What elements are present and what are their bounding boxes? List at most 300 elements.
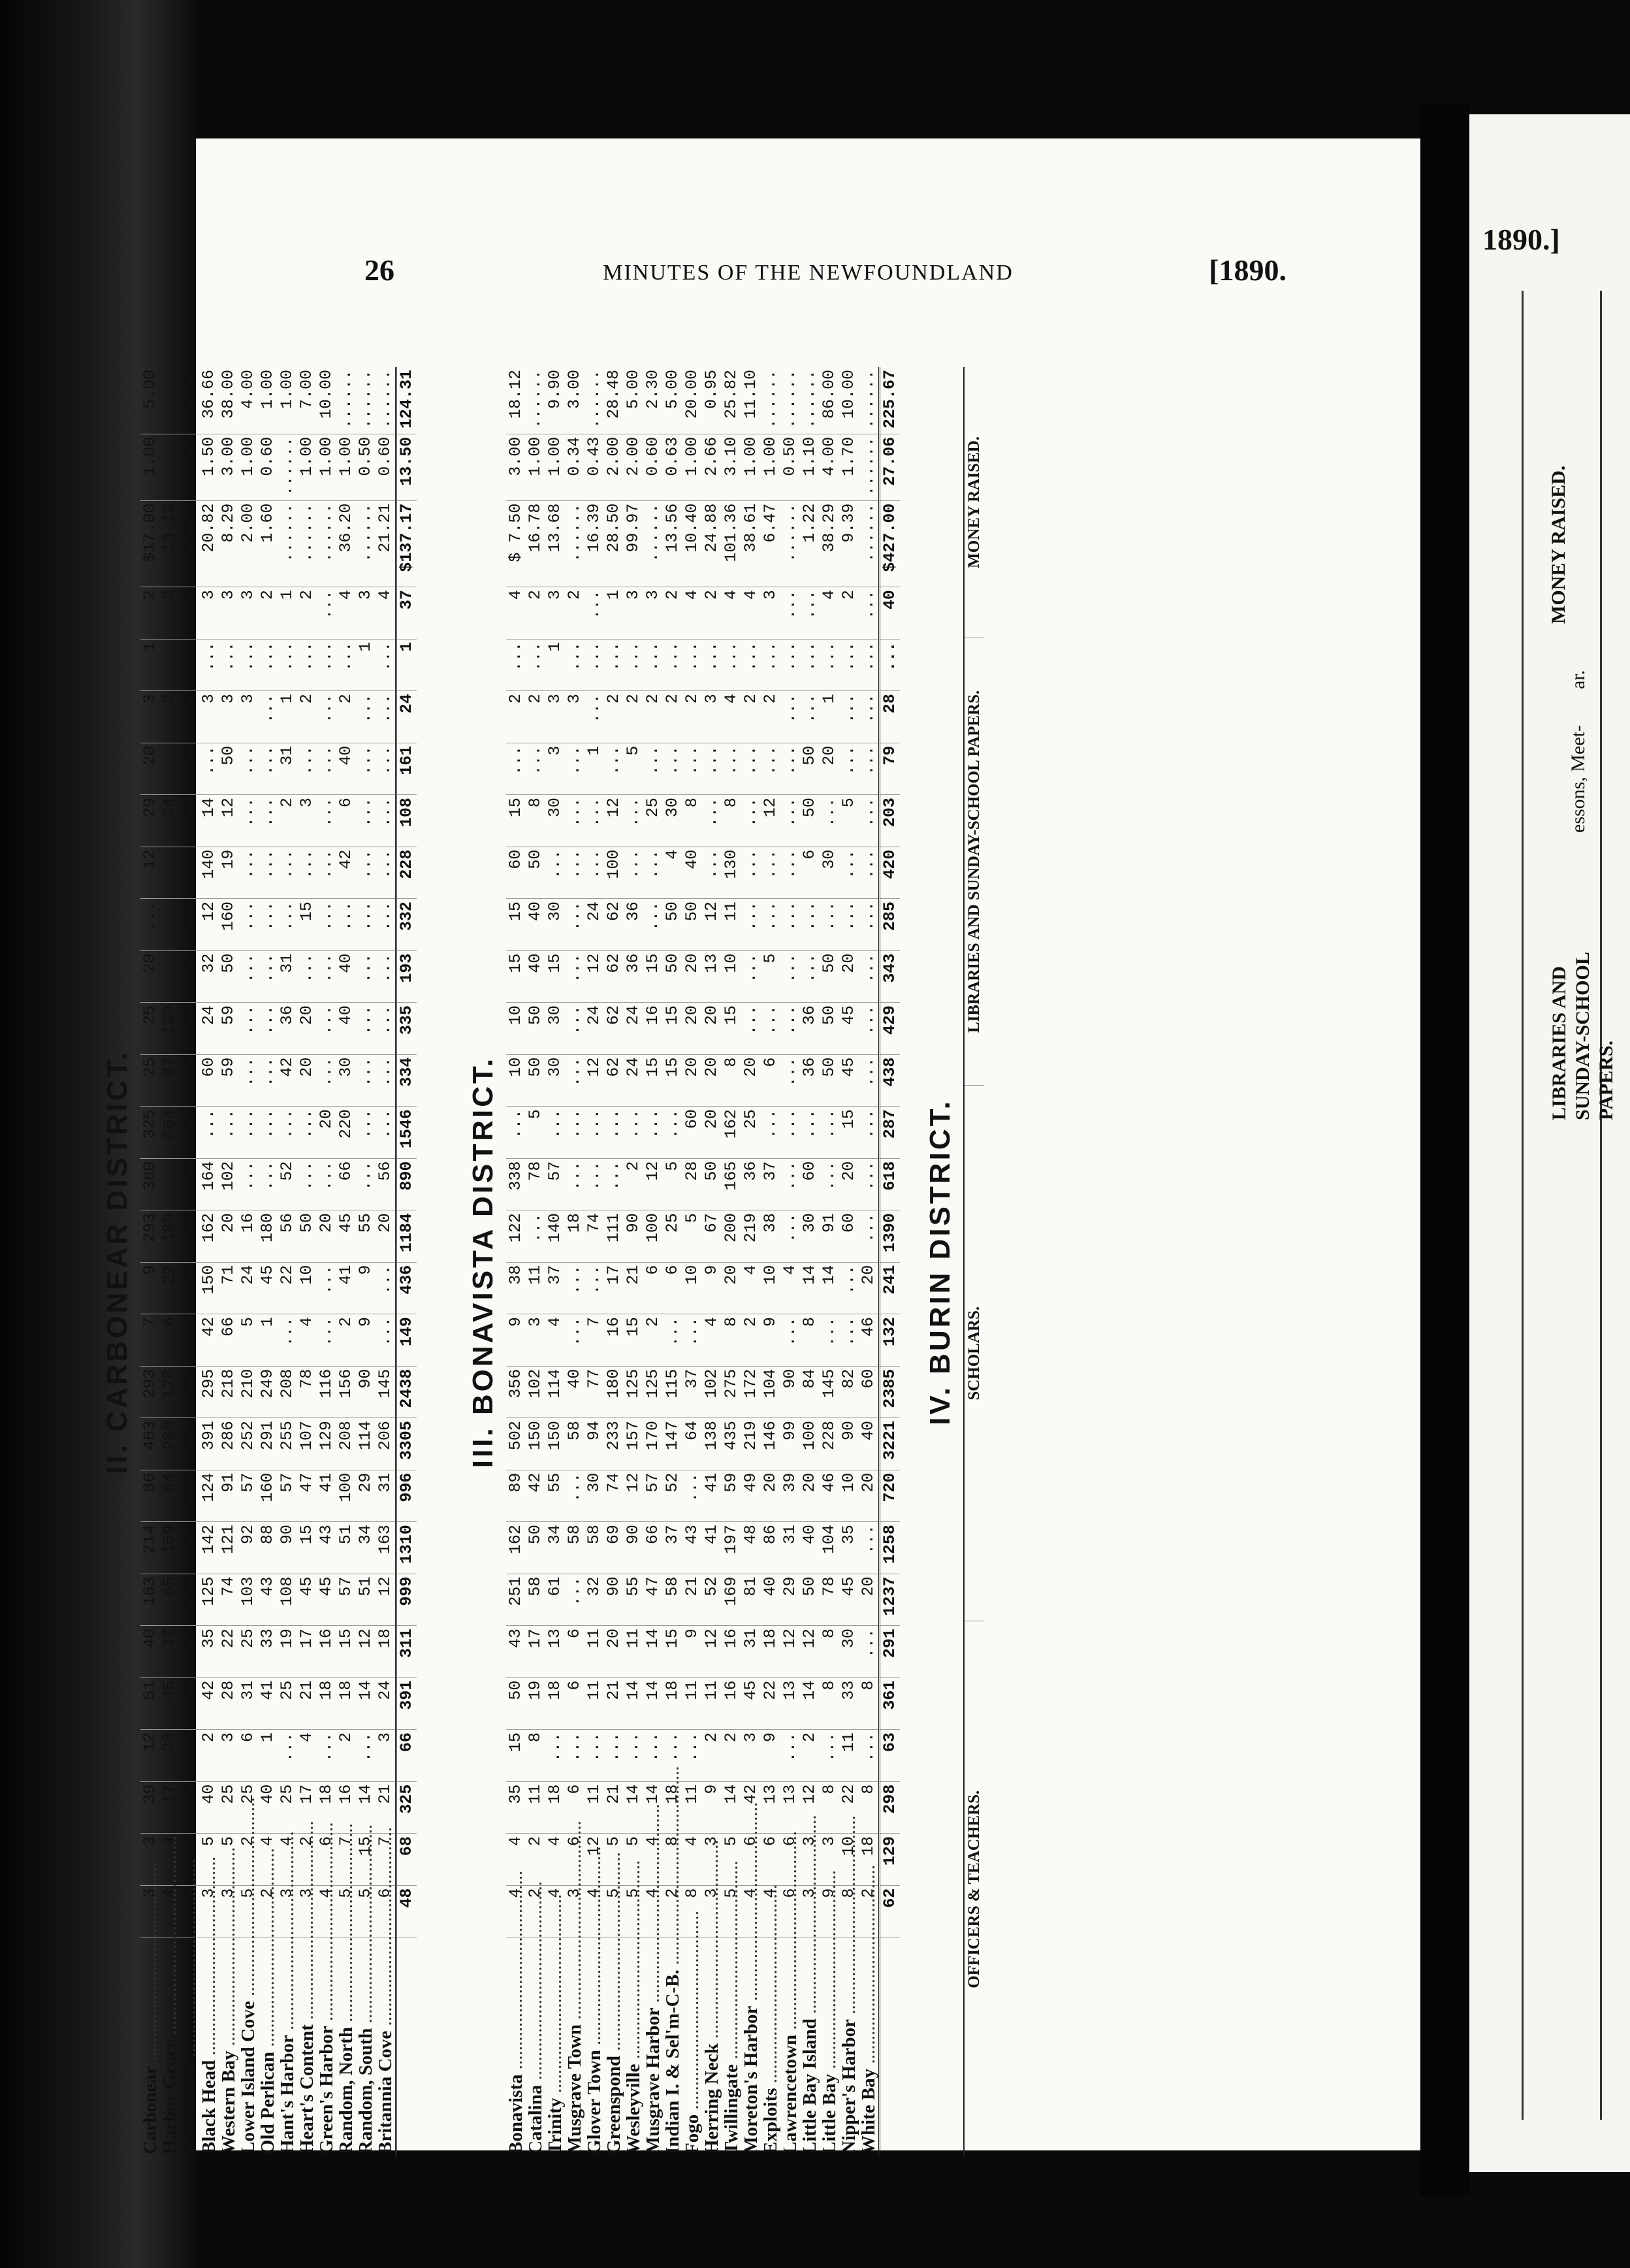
table-cell: 62 (880, 1885, 901, 1937)
table-cell: 24 (160, 795, 180, 847)
table-cell: ... (780, 1158, 800, 1210)
table-cell: 66 (643, 1522, 663, 1574)
table-cell: 18 (180, 795, 199, 847)
table-cell: ... (584, 587, 604, 640)
table-cell: 14 (624, 1677, 643, 1730)
table-cell: 12 (140, 847, 160, 899)
table-cell: 8 (820, 1677, 839, 1730)
table-cell: 124 (199, 1470, 219, 1522)
table-cell: 1 (140, 639, 160, 691)
table-cell: ... (356, 691, 376, 743)
table-cell: 3 (526, 1314, 545, 1367)
table-cell: 4.00 (238, 367, 258, 434)
table-cell: ... (839, 691, 859, 743)
table-cell: 2 (526, 1834, 545, 1886)
table-cell: 4 (278, 1834, 297, 1886)
table-cell: 3 (219, 691, 238, 743)
table-cell: 4 (160, 1834, 180, 1886)
table-cell: 12 (199, 899, 219, 951)
table-cell: 3 (702, 1834, 722, 1886)
table-cell: 20 (839, 950, 859, 1003)
table-cell: 14 (643, 1781, 663, 1834)
table-cell: 3 (199, 1885, 219, 1937)
table-cell: 11 (682, 1781, 702, 1834)
table-cell: 4 (160, 1885, 180, 1937)
table-cell: 5 (624, 1885, 643, 1937)
table-cell: 2 (278, 795, 297, 847)
section-title: II. CARBONEAR DISTRICT. (101, 1050, 133, 1474)
table-cell: ...... (356, 367, 376, 434)
table-cell: 8.29 (219, 500, 238, 587)
table-cell: 13 (761, 1781, 780, 1834)
table-cell: ... (800, 899, 820, 951)
table-cell: 9 (140, 1262, 160, 1314)
table-cell: 200 (722, 1210, 741, 1263)
table-cell: 55 (624, 1574, 643, 1626)
table-cell: 3.00 (506, 434, 526, 500)
table-cell: 3 (702, 691, 722, 743)
table-cell: 3 (761, 587, 780, 640)
table-cell: ... (780, 847, 800, 899)
table-row (506, 367, 526, 2157)
table-cell: 25 (643, 795, 663, 847)
table-cell: 25 (741, 1107, 761, 1159)
table-cell: 1 (258, 1314, 278, 1367)
table-cell: 82 (839, 1366, 859, 1418)
table-row (140, 367, 160, 2157)
table-cell: 18 (565, 1210, 584, 1263)
table-cell: 45 (317, 1574, 336, 1626)
table-cell: ... (356, 795, 376, 847)
table-cell: ... (258, 1054, 278, 1107)
table-cell: 12 (140, 1730, 160, 1782)
table-cell: 335 (396, 1003, 417, 1055)
table-cell: 28 (180, 1781, 199, 1834)
table-cell: 2.30 (643, 367, 663, 434)
table-cell: ... (565, 1107, 584, 1159)
page-gutter (1420, 105, 1469, 2195)
table-cell: 20 (180, 743, 199, 795)
table-cell: ... (526, 743, 545, 795)
table-cell: 3305 (396, 1418, 417, 1470)
table-cell: 15 (643, 1054, 663, 1107)
table-cell: ... (780, 691, 800, 743)
table-cell: 57 (238, 1470, 258, 1522)
table-cell: 16 (722, 1626, 741, 1678)
table-cell: 9 (761, 1730, 780, 1782)
row-name: Fogo ..... (682, 1937, 702, 2157)
table-cell: 9 (702, 1262, 722, 1314)
table-cell: 100 (643, 1210, 663, 1263)
row-name: Musgrave Harbor ..... (643, 1937, 663, 2157)
table-cell: 1310 (396, 1522, 417, 1574)
table-cell: 111 (604, 1210, 624, 1263)
table-cell: 5 (238, 1885, 258, 1937)
table-cell: 20 (682, 1003, 702, 1055)
table-cell: 12 (219, 795, 238, 847)
table-cell: ... (761, 639, 780, 691)
table-cell: 285 (880, 899, 901, 951)
table-cell: 125 (199, 1574, 219, 1626)
table-cell: ... (278, 1107, 297, 1159)
table-cell: 22 (839, 1781, 859, 1834)
table-cell: 89 (506, 1470, 526, 1522)
table-cell: 56 (376, 1158, 396, 1210)
table-cell: ... (376, 1054, 396, 1107)
table-cell: 20 (702, 1003, 722, 1055)
table-cell: 11 (526, 1781, 545, 1834)
table-cell: ... (780, 1107, 800, 1159)
table-cell: 3.00 (565, 367, 584, 434)
table-cell: 0.43 (584, 434, 604, 500)
table-cell: 1.10 (800, 434, 820, 500)
table-cell: ... (859, 639, 880, 691)
table-cell: 108 (180, 1574, 199, 1626)
table-cell: 13.13 (160, 500, 180, 587)
table-cell: 420 (880, 847, 901, 899)
table-row (376, 367, 396, 2157)
table-cell: 24 (584, 1003, 604, 1055)
table-cell: 9 (702, 1781, 722, 1834)
table-cell: 30 (545, 795, 565, 847)
table-cell: 6 (376, 1885, 396, 1937)
table-cell: 47 (297, 1470, 317, 1522)
table-cell: 315 (180, 1418, 199, 1470)
table-cell: 334 (396, 1054, 417, 1107)
table-cell: ... (336, 899, 356, 951)
table-cell: 11 (584, 1626, 604, 1678)
table-cell: 104 (761, 1366, 780, 1418)
table-cell: 40 (199, 1781, 219, 1834)
table-cell: 2 (526, 691, 545, 743)
table-cell: 101.36 (722, 500, 741, 587)
table-cell: ... (780, 1003, 800, 1055)
table-cell: 11 (682, 1677, 702, 1730)
table-cell: 20 (761, 1470, 780, 1522)
page-number: 26 (364, 253, 394, 287)
table-cell: 12 (584, 950, 604, 1003)
table-cell: 0.60 (376, 434, 396, 500)
table-cell: ... (741, 1003, 761, 1055)
table-cell: ... (278, 1314, 297, 1367)
table-cell: 62 (604, 899, 624, 951)
row-name (880, 1937, 901, 2157)
table-cell (160, 847, 180, 899)
header-officers-teachers: OFFICERS & TEACHERS. (965, 1790, 983, 1988)
table-cell: 36 (741, 1158, 761, 1210)
table-cell: 40 (682, 847, 702, 899)
table-cell: ... (604, 639, 624, 691)
table-cell: 1237 (880, 1574, 901, 1626)
table-cell: 29 (140, 795, 160, 847)
row-name: Black Head ..... (199, 1937, 219, 2157)
table-cell: 6 (800, 847, 820, 899)
table-cell: ... (702, 847, 722, 899)
table-cell: 2.30 (180, 434, 199, 500)
table-cell: 4 (780, 1262, 800, 1314)
table-cell: 91 (219, 1470, 238, 1522)
table-cell: 35 (506, 1781, 526, 1834)
table-cell: 61 (545, 1574, 565, 1626)
table-cell: 52 (702, 1574, 722, 1626)
table-cell: 38.00 (219, 367, 238, 434)
table-cell: 4 (663, 847, 682, 899)
table-cell: 343 (880, 950, 901, 1003)
table-cell: 30 (663, 795, 682, 847)
table-cell: 2.00 (624, 434, 643, 500)
table-row (297, 367, 317, 2157)
table-cell: 720 (880, 1470, 901, 1522)
table-cell: 34 (356, 1522, 376, 1574)
table-cell: 4 (258, 1834, 278, 1886)
table-cell: ... (526, 1210, 545, 1263)
table-cell: 14 (800, 1677, 820, 1730)
table-cell: 45 (336, 1210, 356, 1263)
table-cell: 32 (584, 1574, 604, 1626)
table-cell: ... (584, 795, 604, 847)
table-cell: 52 (663, 1470, 682, 1522)
table-cell: 1 (278, 691, 297, 743)
table-cell: 66 (396, 1730, 417, 1782)
table-cell: 50 (219, 743, 238, 795)
table-cell: 129 (317, 1418, 336, 1470)
table-row (820, 367, 839, 2157)
table-cell: 2 (859, 1885, 880, 1937)
section-bonavista (467, 367, 900, 2157)
table-cell: ... (356, 1003, 376, 1055)
table-cell: ... (839, 743, 859, 795)
table-cell: 4 (376, 587, 396, 640)
table-cell: ... (258, 847, 278, 899)
table-cell: 999 (396, 1574, 417, 1626)
table-cell: 1 (604, 587, 624, 640)
table-cell: 57 (278, 1470, 297, 1522)
table-cell: 12 (584, 1834, 604, 1886)
table-cell: 12 (702, 1626, 722, 1678)
table-cell: ... (297, 743, 317, 795)
table-cell: ... (859, 1730, 880, 1782)
table-cell: 3 (297, 795, 317, 847)
table-cell: 51 (356, 1574, 376, 1626)
bonavista-table (506, 367, 900, 2157)
table-cell: 36 (800, 1054, 820, 1107)
table-cell: ... (506, 1107, 526, 1159)
next-page-fragment (1469, 114, 1630, 2172)
document-page (101, 138, 1420, 2154)
table-cell: ... (317, 587, 336, 640)
table-cell: 150 (545, 1418, 565, 1470)
table-cell: 103 (238, 1574, 258, 1626)
table-cell: 41 (336, 1262, 356, 1314)
table-cell: ... (317, 1262, 336, 1314)
table-cell: 249 (258, 1366, 278, 1418)
table-cell: ... (682, 639, 702, 691)
table-cell: 180 (160, 1210, 180, 1263)
table-cell: 68 (396, 1834, 417, 1886)
table-cell: 4 (506, 587, 526, 640)
table-cell: 58 (565, 1522, 584, 1574)
table-cell: 20 (839, 1158, 859, 1210)
table-cell: ... (297, 1158, 317, 1210)
table-cell: 17 (297, 1626, 317, 1678)
table-cell: ... (780, 1314, 800, 1367)
table-cell: 14 (643, 1626, 663, 1678)
table-row (800, 367, 820, 2157)
table-cell: ... (317, 1003, 336, 1055)
table-cell: ...... (278, 434, 297, 500)
table-cell: 33 (180, 1262, 199, 1314)
table-cell: 14 (199, 795, 219, 847)
table-cell: 5.00 (624, 367, 643, 434)
table-cell: 228 (396, 847, 417, 899)
table-cell: $17.00 (140, 500, 160, 587)
table-cell: 6 (780, 1885, 800, 1937)
table-cell: 50 (663, 899, 682, 951)
table-cell: 160 (219, 899, 238, 951)
table-cell: 286 (219, 1418, 238, 1470)
table-row (199, 367, 219, 2157)
row-name: Moreton's Harbor ..... (741, 1937, 761, 2157)
row-name: Random, North ..... (336, 1937, 356, 2157)
table-cell: ... (820, 1107, 839, 1159)
table-cell: ... (160, 950, 180, 1003)
table-cell: 50 (526, 1522, 545, 1574)
table-cell: 42 (278, 1054, 297, 1107)
table-cell: 3 (820, 1834, 839, 1886)
table-cell: 197 (722, 1522, 741, 1574)
table-cell: 90 (780, 1366, 800, 1418)
table-cell: ... (376, 1003, 396, 1055)
table-cell: 3 (356, 587, 376, 640)
table-cell: ... (317, 691, 336, 743)
next-page-header-ar: ar. (1567, 670, 1589, 689)
table-cell: 20 (800, 1470, 820, 1522)
table-cell: 3 (702, 1885, 722, 1937)
table-cell: ... (839, 1314, 859, 1367)
table-cell: 16 (604, 1314, 624, 1367)
table-cell: 55 (356, 1210, 376, 1263)
header-money-raised: MONEY RAISED. (964, 367, 984, 638)
table-cell: 24 (238, 1262, 258, 1314)
table-cell: ... (859, 587, 880, 640)
table-cell: 361 (880, 1677, 901, 1730)
table-cell: $427.00 (880, 500, 901, 587)
table-cell: ... (317, 1314, 336, 1367)
table-cell: 3 (297, 1885, 317, 1937)
table-cell: 8 (663, 1834, 682, 1886)
table-cell: 13 (545, 1626, 565, 1678)
table-cell: 140 (199, 847, 219, 899)
table-cell: 16.92 (180, 500, 199, 587)
table-cell: 2385 (880, 1366, 901, 1418)
table-cell: 291 (880, 1626, 901, 1678)
table-cell: 17 (604, 1262, 624, 1314)
table-cell: 11 (526, 1262, 545, 1314)
table-cell: 20 (859, 1262, 880, 1314)
table-cell: 20 (317, 1107, 336, 1159)
table-cell: ... (565, 950, 584, 1003)
table-cell: 18 (859, 1834, 880, 1886)
table-cell: ... (160, 743, 180, 795)
table-cell: ... (643, 899, 663, 951)
table-cell: 9.39 (839, 500, 859, 587)
table-cell: 298 (880, 1781, 901, 1834)
table-cell: 220 (336, 1107, 356, 1159)
table-cell: 5 (199, 1834, 219, 1886)
table-cell: 0.50 (780, 434, 800, 500)
table-cell: 60 (800, 1158, 820, 1210)
table-cell: 42 (741, 1781, 761, 1834)
table-cell: 1.22 (800, 500, 820, 587)
table-cell: 1184 (396, 1210, 417, 1263)
table-row (859, 367, 880, 2157)
table-cell: 87 (160, 1054, 180, 1107)
table-cell: 50 (297, 1210, 317, 1263)
row-name: Green's Harbor ..... (317, 1937, 336, 2157)
table-cell: 3 (545, 743, 565, 795)
table-cell: ... (820, 1158, 839, 1210)
table-row (780, 367, 800, 2157)
table-cell: 7.00 (297, 367, 317, 434)
table-cell: 20 (297, 1003, 317, 1055)
table-cell: 391 (199, 1418, 219, 1470)
table-cell: 3 (140, 1834, 160, 1886)
table-cell: 11 (702, 1677, 722, 1730)
table-row (336, 367, 356, 2157)
table-cell: 90 (624, 1522, 643, 1574)
table-cell: 14 (800, 1262, 820, 1314)
table-cell: 16 (317, 1626, 336, 1678)
table-cell: 99.97 (624, 500, 643, 587)
table-cell: 14 (820, 1262, 839, 1314)
table-cell: 10 (839, 1834, 859, 1886)
table-cell: 8 (722, 1314, 741, 1367)
table-cell: 332 (396, 899, 417, 951)
table-cell: ... (317, 639, 336, 691)
table-row (643, 367, 663, 2157)
table-cell: ...... (317, 500, 336, 587)
table-cell: 6.47 (761, 500, 780, 587)
table-cell: 40 (526, 899, 545, 951)
table-cell: 46 (859, 1314, 880, 1367)
table-cell: ... (643, 639, 663, 691)
table-cell: 98 (180, 1522, 199, 1574)
table-cell: 60 (199, 1054, 219, 1107)
table-cell: ... (376, 847, 396, 899)
table-cell: 0.63 (663, 434, 682, 500)
table-cell: 18 (663, 1781, 682, 1834)
table-cell: 22.65 (180, 367, 199, 434)
table-cell: 91 (820, 1210, 839, 1263)
table-cell: ... (859, 795, 880, 847)
table-cell: ... (859, 950, 880, 1003)
table-cell: 2438 (396, 1366, 417, 1418)
table-row (278, 367, 297, 2157)
table-cell: 8 (526, 795, 545, 847)
table-cell: 1546 (396, 1107, 417, 1159)
table-cell: 121 (219, 1522, 238, 1574)
table-cell: 2 (624, 691, 643, 743)
table-cell: ... (643, 847, 663, 899)
table-cell: 50 (526, 1054, 545, 1107)
table-cell: 1 (584, 743, 604, 795)
table-cell: 12 (376, 1574, 396, 1626)
table-cell: 10 (839, 1470, 859, 1522)
row-name: Britannia Cove ..... (376, 1937, 396, 2157)
table-cell: 6 (761, 1054, 780, 1107)
table-cell: 0.95 (702, 367, 722, 434)
table-cell: 15 (506, 950, 526, 1003)
